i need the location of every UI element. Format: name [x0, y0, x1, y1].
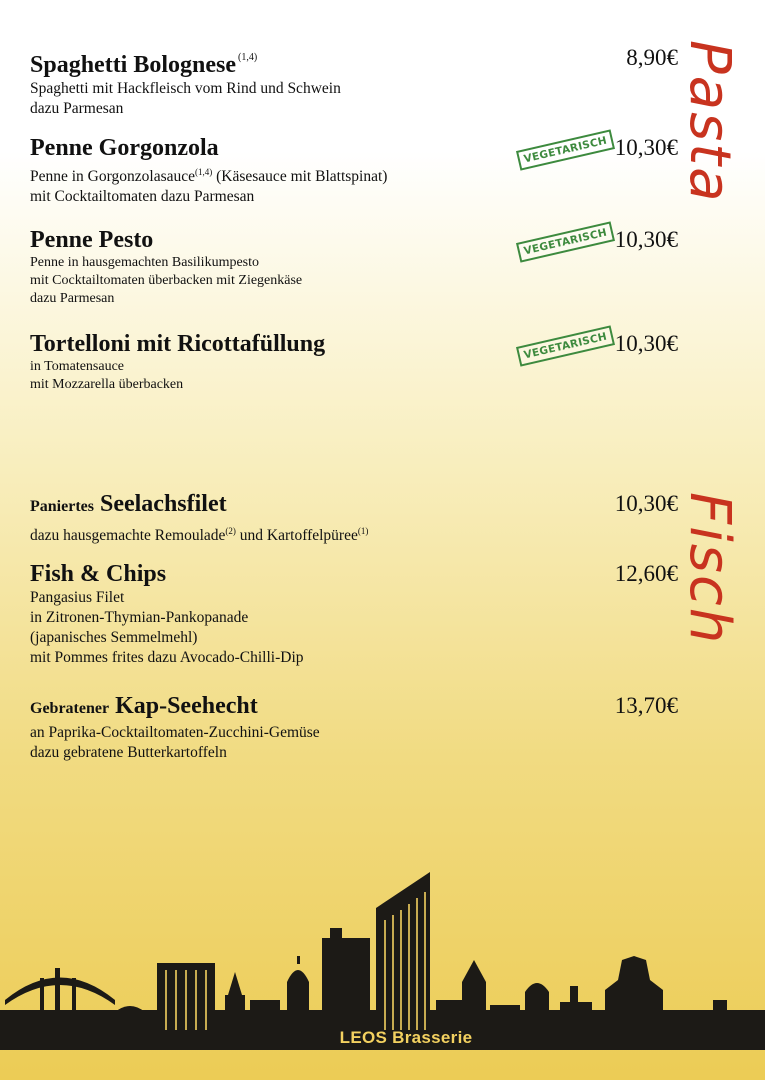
dish-description-line: dazu hausgemachte Remoulade$^{(2)}$ und Kartoffelpüree$^{(1)}$: [30, 526, 369, 544]
dish-description-line: mit Mozzarella überbacken: [30, 377, 184, 392]
dish-name: Kap-Seehecht: [115, 693, 258, 719]
menu-item-tortelloni: [30, 330, 680, 394]
dish-price: 10,30€: [614, 491, 678, 516]
dish-description-line: mit Pommes frites dazu Avocado-Chilli-Dip: [30, 649, 304, 666]
dish-price: 10,30€: [614, 135, 678, 160]
vegetarian-badge: VEGETARISCH: [516, 221, 615, 262]
dish-price: 8,90€: [626, 45, 678, 70]
allergen-note: (1,4): [195, 167, 213, 177]
section-title-fisch: Fisch: [677, 492, 742, 646]
dish-description-line: an Paprika-Cocktailtomaten-Zucchini-Gemüse: [30, 724, 320, 741]
menu-item-seelachsfilet: [30, 490, 680, 546]
dish-description-line: dazu gebratene Butterkartoffeln: [30, 744, 227, 761]
dish-description-line: in Zitronen-Thymian-Pankopanade: [30, 609, 249, 626]
dish-name: Fish & Chips: [30, 561, 167, 587]
vegetarian-badge: VEGETARISCH: [516, 129, 615, 170]
dish-description-line: mit Cocktailtomaten dazu Parmesan: [30, 188, 255, 205]
dish-description-line: Penne in Gorgonzolasauce$^{(1,4)}$ (Käsesauce mit Blattspinat): [30, 167, 388, 185]
dish-price: 10,30€: [614, 331, 678, 356]
menu-item-fish-and-chips: [30, 560, 680, 668]
dish-price: 13,70€: [614, 693, 678, 718]
dish-prefix: Gebratener: [30, 700, 110, 717]
allergen-note: (1,4): [238, 52, 258, 63]
dish-name: Spaghetti Bolognese: [30, 52, 237, 78]
menu-item-penne-pesto: [30, 226, 680, 308]
dish-name: Seelachsfilet: [99, 491, 227, 517]
dish-description-line: Pangasius Filet: [30, 589, 125, 606]
dish-description-line: mit Cocktailtomaten überbacken mit Ziegenkäse: [30, 273, 303, 288]
dish-name: Tortelloni mit Ricottafüllung: [30, 331, 326, 357]
dish-description-line: Spaghetti mit Hackfleisch vom Rind und Schwein: [30, 80, 341, 97]
dish-description-line: in Tomatensauce: [30, 359, 125, 374]
dish-description-line: dazu Parmesan: [30, 100, 124, 117]
brand-name: LEOS Brasserie: [339, 1028, 473, 1047]
dish-price: 12,60€: [614, 561, 678, 586]
allergen-note: (1): [357, 526, 369, 536]
menu-item-kap-seehecht: [30, 692, 680, 763]
dish-description-line: dazu Parmesan: [30, 291, 115, 306]
dish-name: Penne Gorgonzola: [30, 135, 219, 161]
dish-description-line: Penne in hausgemachten Basilikumpesto: [30, 255, 260, 270]
dish-description-line: (japanisches Semmelmehl): [30, 629, 198, 646]
dish-prefix: Paniertes: [30, 498, 94, 515]
menu-item-spaghetti-bolognese: [30, 44, 680, 119]
menu-item-penne-gorgonzola: [30, 134, 680, 207]
allergen-note: (2): [225, 526, 236, 536]
dish-name: Penne Pesto: [30, 227, 154, 253]
vegetarian-badge: VEGETARISCH: [516, 325, 615, 366]
section-title-pasta: Pasta: [677, 40, 742, 204]
dish-price: 10,30€: [614, 227, 678, 252]
